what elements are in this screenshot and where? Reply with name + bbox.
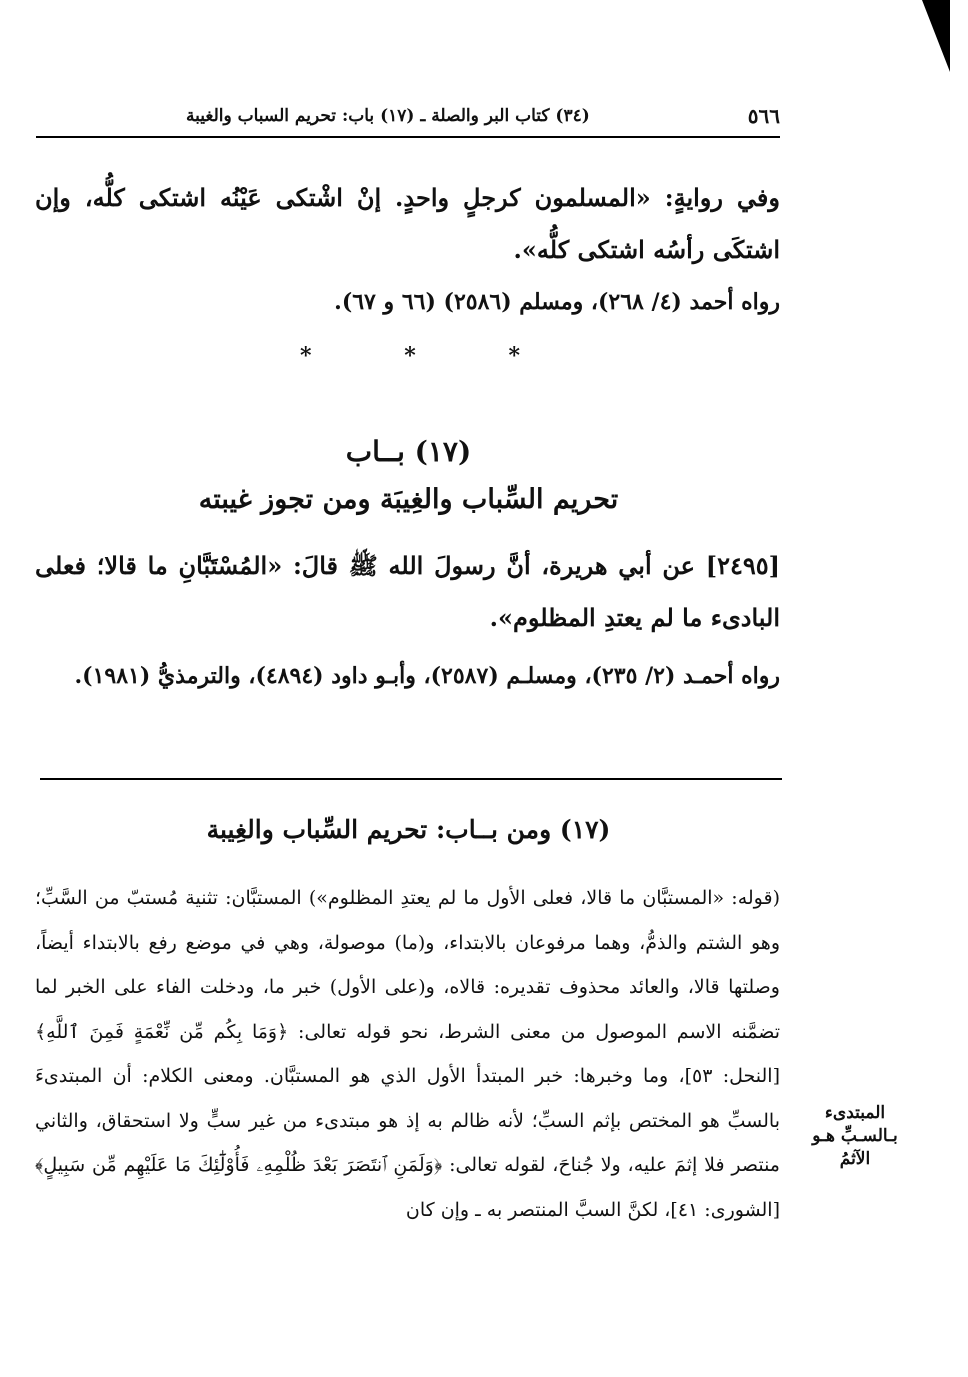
commentary-text: (قوله: «المستبَّان ما قالا، فعلى الأول ما لم يعتدِ المظلوم») المستبَّان: تثنية مُستبّ من السَّبِّ؛ وهو الشتم والذمُّ، وهما مرفوعان بالابتداء، و(ما) موصولة، وهي في موضع رفع بالابتداء أيضاً، وصلتها قالا، والعائد محذوف تقديره: قالاه، و(على الأول) خبر ما، ودخلت الفاء على الخبر لما تضمَّنه الاسم الموصول من معنى الشرط، نحو قوله تعالى: ﴿وَمَا بِكُم مِّن نِّعْمَةٍ فَمِنَ ٱللَّهِ﴾ [النحل: ٥٣]، وما وخبرها: خبر المبتدأ الأول الذي هو المستبَّان. ومعنى الكلام: أن المبتدىءَ بالسبِّ هو المختص بإثم السبِّ؛ لأنه ظالم به إذ هو مبتدىء من غير سبٍّ ولا استحقاق، والثاني منتصر فلا إثمَ عليه، ولا جُناحَ، لقوله تعالى: ﴿وَلَمَنِ ٱنتَصَرَ بَعْدَ ظُلْمِهِۦ فَأُوْلَٰٓئِكَ مَا عَلَيْهِم مِّن سَبِيلٍ﴾ [الشورى: ٤١]، لكنَّ السبَّ المنتصر به ـ وإن كان (35, 887, 780, 1221)
section-divider-stars (300, 343, 520, 369)
chapter-number: (١٧) بــاب (345, 435, 472, 468)
footnote-separator (40, 778, 782, 780)
chapter-title: تحريم السِّباب والغِيبَة ومن تجوز غيبته (198, 484, 619, 515)
hadith-source: رواه أحمـد (٢/ ٢٣٥)، ومسلـم (٢٥٨٧)، وأبـو داود (٤٨٩٤)، والترمذيُّ (١٩٨١). (74, 663, 780, 689)
page-number: ٥٦٦ (747, 104, 780, 128)
hadith-text: [٢٤٩٥] عن أبي هريرة، أنَّ رسولَ الله ﷺ قالَ: «المُسْتَبَّانِ ما قالا؛ فعلى البادىء ما لم يعتدِ المظلوم». (35, 551, 780, 632)
divider-star: * (300, 343, 312, 369)
hadith-source: رواه أحمد (٤/ ٢٦٨)، ومسلم (٢٥٨٦) (٦٦ و ٦٧). (334, 289, 780, 315)
margin-note (800, 1102, 910, 1171)
margin-note-line: الآثمُ (839, 1149, 871, 1169)
corner-thumb-mark (922, 0, 950, 72)
main-hadith (35, 540, 780, 702)
page-header (36, 100, 780, 138)
commentary-heading: (١٧) ومن بــاب: تحريم السِّباب والغِيبة (206, 815, 611, 844)
running-title: (٣٤) كتاب البر والصلة ـ (١٧) باب: تحريم السباب والغيبة (186, 106, 590, 126)
previous-hadith (35, 172, 780, 328)
margin-note-line: بـالسـبِّ هـو (812, 1126, 898, 1146)
divider-star: * (404, 343, 416, 369)
divider-star: * (508, 343, 520, 369)
hadith-text: وفي روايةٍ: «المسلمون كرجلٍ واحدٍ. إنْ اشْتكى عَيْنُه اشتكى كلُّه، وإن اشتكَى رأسُه اشتكى كلُّه». (35, 183, 780, 264)
margin-note-line: المبتدىء (824, 1103, 886, 1123)
